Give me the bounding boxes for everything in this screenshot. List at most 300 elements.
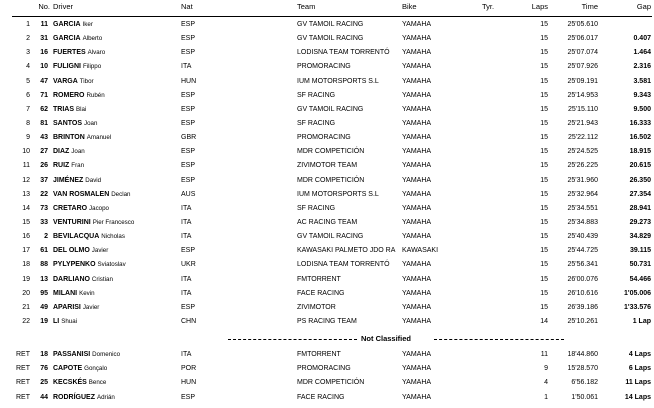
position-cell: 20 xyxy=(22,289,30,297)
rider-number-cell: 16 xyxy=(40,49,48,57)
header-team: Team xyxy=(297,2,316,11)
nationality-cell: ITA xyxy=(181,289,192,297)
time-cell: 25'31.960 xyxy=(567,176,598,184)
driver-surname: VARGA xyxy=(53,77,78,85)
header-nat: Nat xyxy=(181,2,193,11)
laps-cell: 15 xyxy=(540,63,548,71)
position-cell: 1 xyxy=(26,21,30,28)
table-row xyxy=(0,202,654,215)
driver-surname: JIMÉNEZ xyxy=(53,176,84,184)
team-cell: LODISNA TEAM TORRENTÓ xyxy=(297,49,390,57)
table-row xyxy=(0,287,654,300)
driver-surname: KECSKÉS xyxy=(53,379,87,387)
bike-cell: YAMAHA xyxy=(402,105,432,113)
team-cell: GV TAMOIL RACING xyxy=(297,233,364,241)
laps-cell: 14 xyxy=(540,317,548,325)
gap-cell: 3.581 xyxy=(633,77,651,85)
driver-cell xyxy=(53,18,93,31)
driver-first-name: Filippo xyxy=(82,63,102,71)
gap-cell: 1'33.576 xyxy=(624,303,651,311)
nationality-cell: ESP xyxy=(181,162,196,170)
bike-cell: YAMAHA xyxy=(402,204,432,212)
driver-surname: PYLYPENKO xyxy=(53,261,96,269)
position-cell: 5 xyxy=(26,77,30,85)
driver-surname: FULIGNI xyxy=(53,63,81,71)
time-cell: 26'10.616 xyxy=(567,289,598,297)
bike-cell: YAMAHA xyxy=(402,218,432,226)
table-row xyxy=(0,376,654,389)
table-row xyxy=(0,273,654,286)
driver-cell xyxy=(53,188,130,201)
position-cell: 6 xyxy=(26,91,30,99)
driver-surname: ROMERO xyxy=(53,91,85,99)
position-cell: 10 xyxy=(22,148,30,156)
header-tyr: Tyr. xyxy=(482,2,495,11)
time-cell: 25'06.017 xyxy=(567,35,598,43)
rider-number-cell: 61 xyxy=(40,247,48,255)
driver-cell xyxy=(53,315,77,328)
rider-number-cell: 49 xyxy=(40,303,48,311)
nationality-cell: ESP xyxy=(181,247,196,255)
table-row xyxy=(0,89,654,102)
table-row xyxy=(0,159,654,172)
table-row xyxy=(0,188,654,201)
driver-first-name: Javier xyxy=(82,303,100,311)
nationality-cell: ITA xyxy=(181,275,192,283)
time-cell: 25'14.953 xyxy=(567,91,598,99)
team-cell: GV TAMOIL RACING xyxy=(297,105,364,113)
driver-cell xyxy=(53,230,125,243)
driver-first-name: Amanuel xyxy=(86,134,112,142)
gap-cell: 6 Laps xyxy=(628,365,651,373)
team-cell: MDR COMPETICIÓN xyxy=(297,379,365,387)
time-cell: 25'24.525 xyxy=(567,148,598,156)
time-cell: 25'26.225 xyxy=(567,162,598,170)
rider-number-cell: 22 xyxy=(40,190,48,198)
time-cell: 25'15.110 xyxy=(567,105,598,113)
laps-cell: 15 xyxy=(540,275,548,283)
bike-cell: YAMAHA xyxy=(402,176,432,184)
driver-cell xyxy=(53,75,94,88)
position-cell: 4 xyxy=(26,63,30,71)
table-header xyxy=(0,2,654,16)
laps-cell: 11 xyxy=(540,351,548,358)
table-row xyxy=(0,244,654,257)
position-cell: 15 xyxy=(22,218,30,226)
rider-number-cell: 31 xyxy=(40,35,48,43)
driver-cell xyxy=(53,46,105,59)
laps-cell: 15 xyxy=(540,35,548,43)
driver-cell xyxy=(53,103,86,116)
driver-cell xyxy=(53,287,95,300)
nationality-cell: ESP xyxy=(181,21,196,28)
laps-cell: 15 xyxy=(540,105,548,113)
driver-surname: BEVILACQUA xyxy=(53,233,100,241)
bike-cell: YAMAHA xyxy=(402,365,432,373)
driver-cell xyxy=(53,145,85,158)
table-row xyxy=(0,60,654,73)
gap-cell: 16.502 xyxy=(629,134,651,142)
driver-surname: GARCIA xyxy=(53,21,81,28)
position-cell: RET xyxy=(16,365,30,373)
laps-cell: 9 xyxy=(544,365,548,373)
laps-cell: 15 xyxy=(540,148,548,156)
position-cell: 9 xyxy=(26,134,30,142)
bike-cell: YAMAHA xyxy=(402,275,432,283)
team-cell: SF RACING xyxy=(297,204,336,212)
time-cell: 25'10.261 xyxy=(567,317,598,325)
position-cell: 8 xyxy=(26,119,30,127)
rider-number-cell: 27 xyxy=(40,148,48,156)
separator-line-left xyxy=(228,339,357,340)
laps-cell: 15 xyxy=(540,303,548,311)
gap-cell: 9.343 xyxy=(633,91,651,99)
rider-number-cell: 18 xyxy=(40,351,48,358)
rider-number-cell: 62 xyxy=(40,105,48,113)
position-cell: 3 xyxy=(26,49,30,57)
time-cell: 25'22.112 xyxy=(567,134,598,142)
driver-first-name: Tibor xyxy=(79,77,94,85)
bike-cell: YAMAHA xyxy=(402,49,432,57)
time-cell: 18'44.860 xyxy=(567,351,598,358)
team-cell: GV TAMOIL RACING xyxy=(297,35,364,43)
driver-first-name: Gonçalo xyxy=(84,365,108,373)
nationality-cell: GBR xyxy=(181,134,197,142)
driver-cell xyxy=(53,244,108,257)
gap-cell: 1'05.006 xyxy=(624,289,651,297)
team-cell: FACE RACING xyxy=(297,289,345,297)
position-cell: 14 xyxy=(22,204,30,212)
rider-number-cell: 73 xyxy=(40,204,48,212)
team-cell: AC RACING TEAM xyxy=(297,218,358,226)
gap-cell: 4 Laps xyxy=(628,351,651,358)
rider-number-cell: 88 xyxy=(40,261,48,269)
nationality-cell: ITA xyxy=(181,218,192,226)
driver-cell xyxy=(53,258,126,271)
table-row xyxy=(0,258,654,271)
nationality-cell: CHN xyxy=(181,317,197,325)
nationality-cell: ESP xyxy=(181,303,196,311)
position-cell: 19 xyxy=(22,275,30,283)
nationality-cell: ITA xyxy=(181,204,192,212)
rider-number-cell: 26 xyxy=(40,162,48,170)
driver-surname: LI xyxy=(53,317,60,325)
driver-surname: SANTOS xyxy=(53,119,83,127)
driver-cell xyxy=(53,60,101,73)
team-cell: GV TAMOIL RACING xyxy=(297,21,364,28)
gap-cell: 2.316 xyxy=(633,63,651,71)
header-time: Time xyxy=(581,2,598,11)
driver-cell xyxy=(53,32,102,45)
team-cell: LODISNA TEAM TORRENTÓ xyxy=(297,261,390,269)
driver-cell xyxy=(53,391,115,404)
time-cell: 25'34.551 xyxy=(567,204,598,212)
rider-number-cell: 33 xyxy=(40,218,48,226)
time-cell: 25'56.341 xyxy=(567,261,598,269)
position-cell: RET xyxy=(16,379,30,387)
laps-cell: 15 xyxy=(540,119,548,127)
driver-cell xyxy=(53,348,120,361)
nationality-cell: ESP xyxy=(181,119,196,127)
nationality-cell: ESP xyxy=(181,105,196,113)
driver-first-name: Nicholas xyxy=(101,233,125,241)
bike-cell: YAMAHA xyxy=(402,261,432,269)
driver-cell xyxy=(53,117,97,130)
gap-cell: 0.407 xyxy=(633,35,651,43)
driver-first-name: Jacopo xyxy=(89,204,109,212)
driver-surname: TRIAS xyxy=(53,105,74,113)
gap-cell: 27.354 xyxy=(629,190,651,198)
time-cell: 25'32.964 xyxy=(567,190,598,198)
nationality-cell: POR xyxy=(181,365,197,373)
driver-surname: VENTURINI xyxy=(53,218,91,226)
driver-first-name: Alberto xyxy=(82,35,103,43)
rider-number-cell: 81 xyxy=(40,119,48,127)
driver-first-name: Declan xyxy=(111,190,131,198)
driver-surname: RUIZ xyxy=(53,162,70,170)
driver-surname: DEL OLMO xyxy=(53,247,90,255)
driver-surname: CRETARO xyxy=(53,204,88,212)
nationality-cell: HUN xyxy=(181,379,197,387)
table-row xyxy=(0,230,654,243)
rider-number-cell: 37 xyxy=(40,176,48,184)
driver-surname: FUERTES xyxy=(53,49,86,57)
rider-number-cell: 13 xyxy=(40,275,48,283)
team-cell: ZIVIMOTOR TEAM xyxy=(297,162,358,170)
driver-surname: APARISI xyxy=(53,303,81,311)
bike-cell: YAMAHA xyxy=(402,190,432,198)
bike-cell: YAMAHA xyxy=(402,233,432,241)
laps-cell: 1 xyxy=(544,393,548,401)
laps-cell: 15 xyxy=(540,261,548,269)
separator-line-right xyxy=(434,339,564,340)
rider-number-cell: 10 xyxy=(40,63,48,71)
position-cell: 2 xyxy=(26,35,30,43)
position-cell: 12 xyxy=(22,176,30,184)
laps-cell: 15 xyxy=(540,49,548,57)
position-cell: 21 xyxy=(22,303,30,311)
rider-number-cell: 25 xyxy=(40,379,48,387)
rider-number-cell: 11 xyxy=(40,21,48,28)
time-cell: 25'09.191 xyxy=(567,77,598,85)
driver-first-name: Alvaro xyxy=(87,49,106,57)
driver-surname: DIAZ xyxy=(53,148,70,156)
table-row xyxy=(0,145,654,158)
time-cell: 1'50.061 xyxy=(571,393,598,401)
gap-cell: 9.500 xyxy=(633,105,651,113)
bike-cell: YAMAHA xyxy=(402,317,432,325)
gap-cell: 1.464 xyxy=(633,49,651,57)
rider-number-cell: 95 xyxy=(40,289,48,297)
position-cell: 18 xyxy=(22,261,30,269)
laps-cell: 15 xyxy=(540,134,548,142)
team-cell: SF RACING xyxy=(297,91,336,99)
header-bike: Bike xyxy=(402,2,417,11)
header-divider xyxy=(12,16,652,17)
bike-cell: YAMAHA xyxy=(402,21,432,28)
driver-cell xyxy=(53,273,113,286)
bike-cell: YAMAHA xyxy=(402,134,432,142)
team-cell: IUM MOTORSPORTS S.L xyxy=(297,77,379,85)
gap-cell: 18.915 xyxy=(629,148,651,156)
table-row xyxy=(0,32,654,45)
gap-cell: 11 Laps xyxy=(625,379,651,387)
table-row xyxy=(0,117,654,130)
driver-surname: MILANI xyxy=(53,289,78,297)
driver-first-name: Blai xyxy=(75,105,87,113)
nationality-cell: HUN xyxy=(181,77,197,85)
position-cell: 11 xyxy=(22,162,30,170)
laps-cell: 15 xyxy=(540,218,548,226)
laps-cell: 15 xyxy=(540,176,548,184)
bike-cell: YAMAHA xyxy=(402,162,432,170)
table-row xyxy=(0,174,654,187)
laps-cell: 15 xyxy=(540,21,548,28)
time-cell: 26'00.076 xyxy=(567,275,598,283)
time-cell: 15'28.570 xyxy=(567,365,598,373)
table-row xyxy=(0,348,654,361)
driver-surname: RODRÍGUEZ xyxy=(53,393,95,401)
gap-cell: 20.615 xyxy=(629,162,651,170)
rider-number-cell: 76 xyxy=(40,365,48,373)
time-cell: 25'44.725 xyxy=(567,247,598,255)
header-driver: Driver xyxy=(53,2,73,11)
position-cell: RET xyxy=(16,351,30,358)
gap-cell: 26.350 xyxy=(629,176,651,184)
bike-cell: YAMAHA xyxy=(402,289,432,297)
laps-cell: 15 xyxy=(540,247,548,255)
bike-cell: YAMAHA xyxy=(402,91,432,99)
position-cell: 16 xyxy=(22,233,30,241)
driver-first-name: Pier Francesco xyxy=(92,218,135,226)
driver-surname: CAPOTE xyxy=(53,365,83,373)
team-cell: PS RACING TEAM xyxy=(297,317,357,325)
rider-number-cell: 19 xyxy=(40,317,48,325)
driver-first-name: Domenico xyxy=(92,351,121,358)
driver-first-name: Adrián xyxy=(96,393,115,401)
team-cell: FMTORRENT xyxy=(297,275,341,283)
time-cell: 25'34.883 xyxy=(567,218,598,226)
driver-first-name: Fran xyxy=(71,162,85,170)
nationality-cell: UKR xyxy=(181,261,196,269)
bike-cell: YAMAHA xyxy=(402,63,432,71)
driver-first-name: Sviatoslav xyxy=(97,261,126,269)
rider-number-cell: 71 xyxy=(40,91,48,99)
gap-cell: 14 Laps xyxy=(624,393,651,401)
time-cell: 25'21.943 xyxy=(567,119,598,127)
rider-number-cell: 44 xyxy=(40,393,48,401)
team-cell: MDR COMPETICIÓN xyxy=(297,176,365,184)
driver-cell xyxy=(53,216,134,229)
team-cell: PROMORACING xyxy=(297,134,351,142)
position-cell: 13 xyxy=(22,190,30,198)
header-no: No. xyxy=(38,2,50,11)
bike-cell: YAMAHA xyxy=(402,148,432,156)
driver-first-name: Joan xyxy=(84,119,98,127)
nationality-cell: ESP xyxy=(181,393,196,401)
table-row xyxy=(0,216,654,229)
driver-surname: VAN ROSMALEN xyxy=(53,190,110,198)
team-cell: FACE RACING xyxy=(297,393,345,401)
laps-cell: 15 xyxy=(540,204,548,212)
nationality-cell: ESP xyxy=(181,148,196,156)
time-cell: 26'39.186 xyxy=(567,303,598,311)
driver-cell xyxy=(53,376,106,389)
gap-cell: 50.731 xyxy=(629,261,651,269)
gap-cell: 28.941 xyxy=(629,204,651,212)
header-gap: Gap xyxy=(636,2,651,11)
driver-first-name: Joan xyxy=(71,148,85,156)
bike-cell: YAMAHA xyxy=(402,393,432,401)
nationality-cell: ESP xyxy=(181,91,196,99)
table-row xyxy=(0,131,654,144)
not-classified-separator xyxy=(0,333,654,345)
driver-first-name: Bence xyxy=(88,379,107,387)
table-row xyxy=(0,18,654,31)
nationality-cell: ITA xyxy=(181,233,192,241)
driver-surname: DARLIANO xyxy=(53,275,90,283)
team-cell: PROMORACING xyxy=(297,365,351,373)
bike-cell: YAMAHA xyxy=(402,303,432,311)
team-cell: IUM MOTORSPORTS S.L xyxy=(297,190,379,198)
driver-surname: BRINTON xyxy=(53,134,85,142)
laps-cell: 15 xyxy=(540,190,548,198)
gap-cell: 54.466 xyxy=(629,275,651,283)
driver-first-name: Iker xyxy=(82,21,93,28)
team-cell: PROMORACING xyxy=(297,63,351,71)
gap-cell: 39.115 xyxy=(629,247,651,255)
time-cell: 25'07.074 xyxy=(567,49,598,57)
time-cell: 25'05.610 xyxy=(567,21,598,28)
laps-cell: 15 xyxy=(540,289,548,297)
position-cell: 22 xyxy=(22,317,30,325)
driver-cell xyxy=(53,89,105,102)
driver-first-name: Cristian xyxy=(91,275,113,283)
header-laps: Laps xyxy=(531,2,548,11)
nationality-cell: ESP xyxy=(181,35,196,43)
nationality-cell: ESP xyxy=(181,49,196,57)
position-cell: RET xyxy=(16,393,30,401)
table-row xyxy=(0,75,654,88)
separator-label: Not Classified xyxy=(361,334,412,343)
driver-cell xyxy=(53,301,99,314)
driver-cell xyxy=(53,202,109,215)
gap-cell: 29.273 xyxy=(629,218,651,226)
driver-first-name: Shuai xyxy=(61,317,78,325)
table-row xyxy=(0,315,654,328)
time-cell: 25'07.926 xyxy=(567,63,598,71)
laps-cell: 4 xyxy=(544,379,548,387)
table-row xyxy=(0,103,654,116)
position-cell: 17 xyxy=(22,247,30,255)
table-row xyxy=(0,391,654,404)
driver-first-name: Rubén xyxy=(86,91,105,99)
bike-cell: KAWASAKI xyxy=(402,247,439,255)
time-cell: 25'40.439 xyxy=(567,233,598,241)
laps-cell: 15 xyxy=(540,91,548,99)
bike-cell: YAMAHA xyxy=(402,77,432,85)
team-cell: FMTORRENT xyxy=(297,351,341,358)
driver-cell xyxy=(53,362,107,375)
rider-number-cell: 47 xyxy=(40,77,48,85)
bike-cell: YAMAHA xyxy=(402,351,432,358)
driver-first-name: Kevin xyxy=(79,289,95,297)
time-cell: 6'56.182 xyxy=(571,379,598,387)
team-cell: MDR COMPETICIÓN xyxy=(297,148,365,156)
gap-cell: 34.829 xyxy=(629,233,651,241)
rider-number-cell: 43 xyxy=(40,134,48,142)
table-row xyxy=(0,46,654,59)
